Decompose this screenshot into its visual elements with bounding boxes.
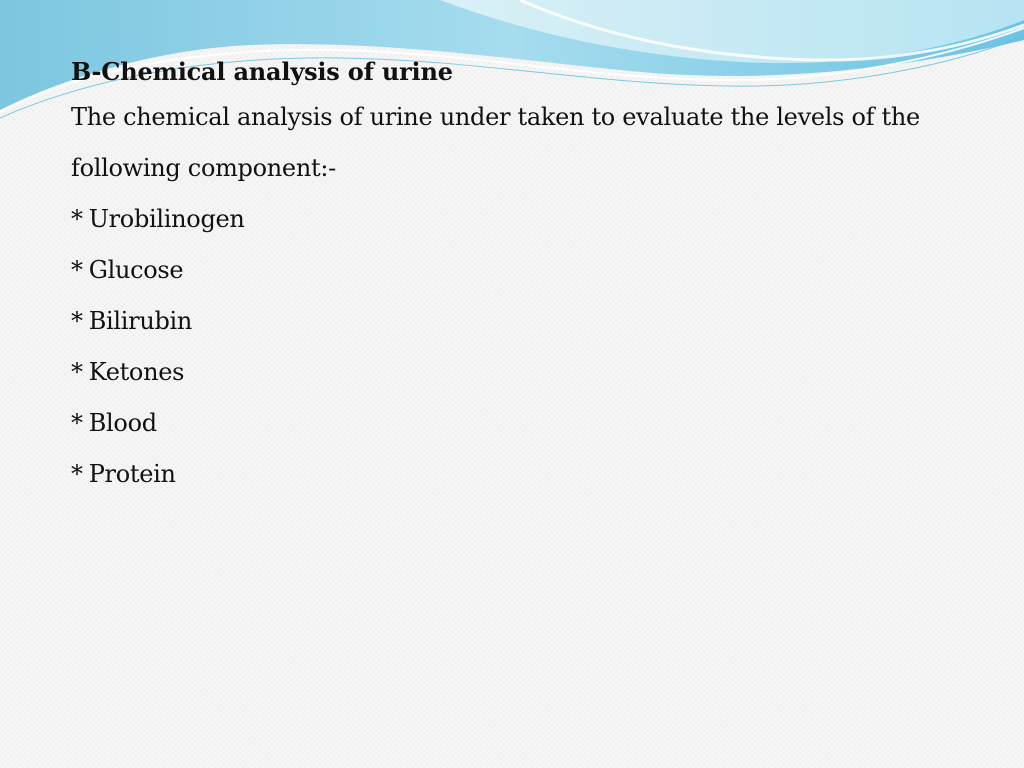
list-item-label: Bilirubin bbox=[88, 307, 193, 335]
list-item bbox=[71, 296, 971, 347]
slide-title: B-Chemical analysis of urine bbox=[71, 57, 453, 86]
list-item bbox=[71, 347, 971, 398]
list-item bbox=[71, 245, 971, 296]
bullet-marker: * bbox=[71, 409, 83, 437]
list-item bbox=[71, 398, 971, 449]
bullet-marker: * bbox=[71, 205, 83, 233]
intro-text-line-2: following component:- bbox=[71, 154, 336, 182]
intro-text-line-1: The chemical analysis of urine under taken to evaluate the levels of the bbox=[71, 103, 920, 131]
list-item-label: Protein bbox=[88, 460, 176, 488]
bullet-marker: * bbox=[71, 358, 83, 386]
bullet-marker: * bbox=[71, 256, 83, 284]
list-item-label: Ketones bbox=[88, 358, 185, 386]
list-item bbox=[71, 449, 971, 500]
list-item bbox=[71, 194, 971, 245]
list-item-label: Blood bbox=[88, 409, 157, 437]
list-item-label: Glucose bbox=[88, 256, 184, 284]
list-item-label: Urobilinogen bbox=[88, 205, 245, 233]
bullet-marker: * bbox=[71, 460, 83, 488]
bullet-marker: * bbox=[71, 307, 83, 335]
component-list bbox=[71, 194, 971, 500]
slide-content bbox=[71, 52, 971, 500]
